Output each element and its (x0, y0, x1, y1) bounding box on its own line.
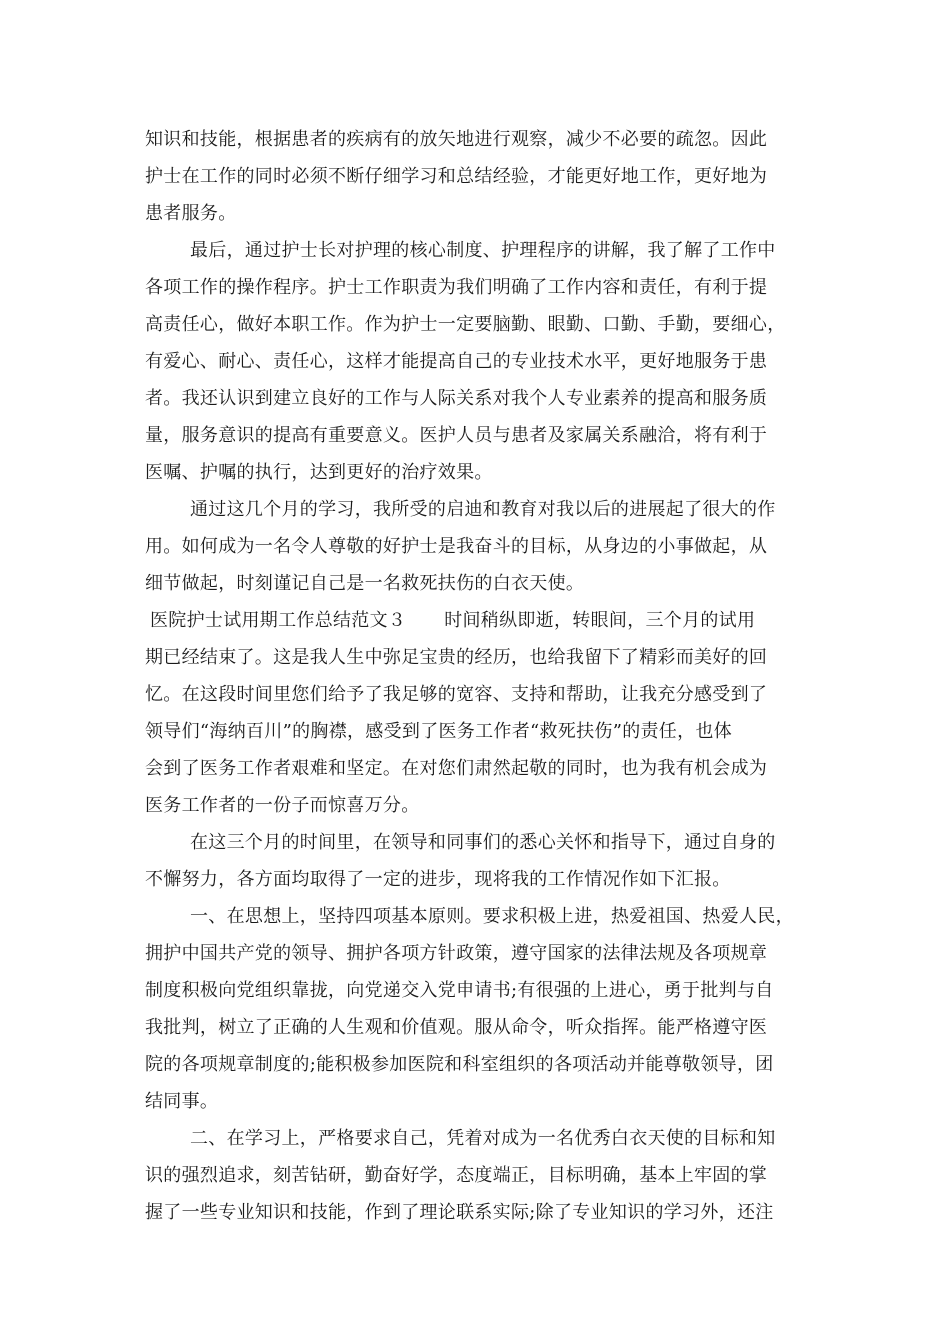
text-line: 握了一些专业知识和技能，作到了理论联系实际;除了专业知识的学习外，还注 (145, 1202, 774, 1223)
text-line: 结同事。 (145, 1091, 219, 1112)
section-heading-continuation: 时间稍纵即逝，转眼间，三个月的试用 (444, 610, 756, 631)
text-line: 不懈努力，各方面均取得了一定的进步，现将我的工作情况作如下汇报。 (145, 869, 731, 890)
text-line: 通过这几个月的学习，我所受的启迪和教育对我以后的进展起了很大的作 (190, 499, 776, 520)
text-line: 医务工作者的一份子而惊喜万分。 (145, 795, 420, 816)
text-line: 用。如何成为一名令人尊敬的好护士是我奋斗的目标，从身边的小事做起，从 (145, 536, 768, 557)
text-line: 院的各项规章制度的;能积极参加医院和科室组织的各项活动并能尊敬领导，团 (145, 1054, 774, 1075)
text-line: 在这三个月的时间里，在领导和同事们的悉心关怀和指导下，通过自身的 (190, 832, 776, 853)
text-line: 量，服务意识的提高有重要意义。医护人员与患者及家属关系融洽，将有利于 (145, 425, 768, 446)
text-line: 领导们“海纳百川”的胸襟，感受到了医务工作者“救死扶伤”的责任，也体 (145, 721, 733, 742)
text-line: 者。我还认识到建立良好的工作与人际关系对我个人专业素养的提高和服务质 (145, 388, 768, 409)
text-line: 患者服务。 (145, 203, 237, 224)
text-line: 细节做起，时刻谨记自己是一名救死扶伤的白衣天使。 (145, 573, 585, 594)
text-line: 医嘱、护嘱的执行，达到更好的治疗效果。 (145, 462, 493, 483)
text-line: 最后，通过护士长对护理的核心制度、护理程序的讲解，我了解了工作中 (190, 240, 776, 261)
text-line: 有爱心、耐心、责任心，这样才能提高自己的专业技术水平，更好地服务于患 (145, 351, 768, 372)
section-heading-title: 医院护士试用期工作总结范文３ (150, 610, 407, 631)
text-line: 会到了医务工作者艰难和坚定。在对您们肃然起敬的同时，也为我有机会成为 (145, 758, 768, 779)
text-line: 拥护中国共产党的领导、拥护各项方针政策，遵守国家的法律法规及各项规章 (145, 943, 768, 964)
text-line: 我批判，树立了正确的人生观和价值观。服从命令，听众指挥。能严格遵守医 (145, 1017, 768, 1038)
text-line: 各项工作的操作程序。护士工作职责为我们明确了工作内容和责任，有利于提 (145, 277, 768, 298)
section-heading-line (150, 606, 830, 636)
text-line: 制度积极向党组织靠拢，向党递交入党申请书;有很强的上进心，勇于批判与自 (145, 980, 774, 1001)
text-line: 期已经结束了。这是我人生中弥足宝贵的经历，也给我留下了精彩而美好的回 (145, 647, 768, 668)
text-line: 知识和技能，根据患者的疾病有的放矢地进行观察，减少不必要的疏忽。因此 (145, 129, 768, 150)
text-line: 二、在学习上，严格要求自己，凭着对成为一名优秀白衣天使的目标和知 (190, 1128, 776, 1149)
text-line: 识的强烈追求，刻苦钻研，勤奋好学，态度端正，目标明确，基本上牢固的掌 (145, 1165, 768, 1186)
text-line: 一、在思想上，坚持四项基本原则。要求积极上进，热爱祖国、热爱人民， (190, 906, 794, 927)
text-line: 忆。在这段时间里您们给予了我足够的宽容、支持和帮助，让我充分感受到了 (145, 684, 768, 705)
text-line: 护士在工作的同时必须不断仔细学习和总结经验，才能更好地工作，更好地为 (145, 166, 768, 187)
text-line: 高责任心，做好本职工作。作为护士一定要脑勤、眼勤、口勤、手勤，要细心， (145, 314, 786, 335)
